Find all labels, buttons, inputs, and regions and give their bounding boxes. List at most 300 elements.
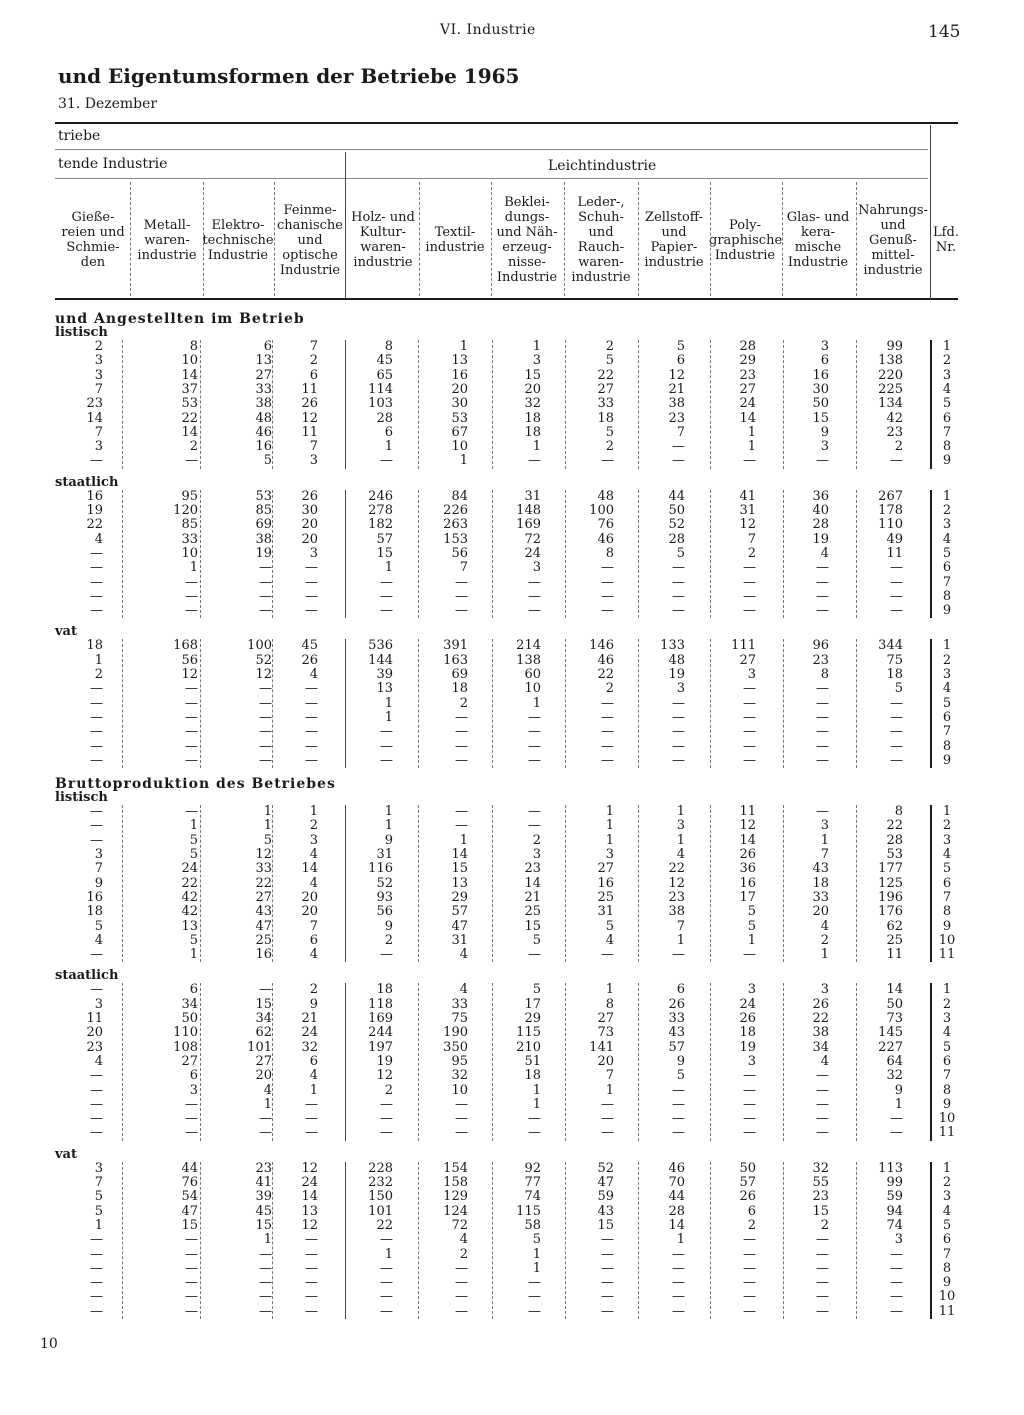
table-cell: — xyxy=(601,752,614,768)
table-cell: 6 xyxy=(747,1203,756,1219)
table-cell: — xyxy=(743,603,756,619)
table-cell: 16 xyxy=(86,488,103,504)
table-cell: — xyxy=(672,1246,685,1262)
table-cell: — xyxy=(90,724,103,740)
table-cell: 73 xyxy=(597,1025,614,1041)
table-cell: — xyxy=(380,752,393,768)
table-cell: — xyxy=(890,603,903,619)
table-cell: 20 xyxy=(301,531,318,547)
table-cell: 3 xyxy=(309,832,318,848)
table-cell: — xyxy=(672,695,685,711)
table-cell: 18 xyxy=(597,410,614,426)
row-number: 5 xyxy=(942,545,952,561)
table-cell: 19 xyxy=(86,503,103,518)
table-cell: — xyxy=(305,724,318,740)
lfd-divider xyxy=(930,125,931,300)
column-header: Lfd. Nr. xyxy=(933,225,959,255)
table-cell: 3 xyxy=(309,545,318,561)
table-cell: 169 xyxy=(368,1011,393,1026)
table-cell: 7 xyxy=(94,861,103,877)
column-divider xyxy=(783,340,784,469)
row-number: 8 xyxy=(942,1082,952,1098)
table-cell: — xyxy=(185,1096,198,1112)
table-cell: 22 xyxy=(181,875,198,891)
table-cell: 114 xyxy=(368,381,393,397)
table-cell: 1 xyxy=(676,832,685,848)
table-cell: 65 xyxy=(376,367,393,383)
table-cell: 34 xyxy=(812,1039,829,1055)
column-divider xyxy=(638,805,639,962)
table-cell: 14 xyxy=(181,367,198,383)
table-cell: — xyxy=(259,1111,272,1127)
table-cell: 100 xyxy=(247,638,272,654)
table-cell: 134 xyxy=(878,396,903,412)
table-cell: — xyxy=(455,603,468,619)
table-cell: — xyxy=(259,1246,272,1262)
table-cell: 28 xyxy=(668,531,685,547)
column-divider xyxy=(200,639,201,768)
row-number: 7 xyxy=(942,724,952,740)
table-cell: 4 xyxy=(309,847,318,862)
table-cell: 20 xyxy=(255,1068,272,1084)
table-cell: 197 xyxy=(368,1039,393,1055)
table-cell: — xyxy=(185,1260,198,1276)
table-cell: — xyxy=(259,574,272,590)
table-cell: — xyxy=(816,1289,829,1305)
column-divider xyxy=(122,340,123,469)
table-cell: 5 xyxy=(532,932,541,948)
table-cell: 23 xyxy=(739,367,756,383)
table-cell: — xyxy=(528,818,541,834)
table-cell: 46 xyxy=(255,424,272,440)
table-cell: 3 xyxy=(94,367,103,383)
table-cell: — xyxy=(672,560,685,576)
table-cell: — xyxy=(259,603,272,619)
table-cell: 11 xyxy=(86,1011,103,1026)
table-cell: 74 xyxy=(524,1189,541,1205)
table-cell: 5 xyxy=(263,453,272,469)
table-cell: 38 xyxy=(668,904,685,920)
table-cell: 214 xyxy=(516,638,541,654)
lfd-divider xyxy=(930,490,932,619)
table-cell: 12 xyxy=(739,517,756,533)
column-divider xyxy=(272,340,273,469)
table-cell: 52 xyxy=(376,875,393,891)
table-cell: — xyxy=(816,752,829,768)
table-cell: 232 xyxy=(368,1175,393,1190)
table-cell: 12 xyxy=(181,667,198,682)
table-cell: 2 xyxy=(747,545,756,561)
table-cell: — xyxy=(185,681,198,697)
table-cell: — xyxy=(455,1289,468,1305)
table-cell: — xyxy=(890,453,903,469)
table-cell: 2 xyxy=(605,439,614,455)
table-cell: 391 xyxy=(443,638,468,654)
table-cell: — xyxy=(380,588,393,604)
date-line: 31. Dezember xyxy=(58,96,158,112)
column-header: Beklei- dungs- und Näh- erzeug- nisse- Industrie xyxy=(496,195,558,285)
table-cell: 141 xyxy=(589,1039,614,1055)
table-cell: 46 xyxy=(597,531,614,547)
table-cell: 225 xyxy=(878,381,903,397)
top-rule xyxy=(55,122,958,124)
table-cell: 111 xyxy=(731,638,756,654)
table-cell: 100 xyxy=(589,503,614,518)
table-cell: 21 xyxy=(301,1011,318,1026)
table-cell: 57 xyxy=(739,1175,756,1190)
table-cell: — xyxy=(890,1111,903,1127)
table-cell: — xyxy=(90,695,103,711)
column-divider xyxy=(565,983,566,1140)
table-cell: 2 xyxy=(605,339,614,354)
table-cell: — xyxy=(816,588,829,604)
row-number: 1 xyxy=(942,638,952,654)
row-number: 7 xyxy=(942,1246,952,1262)
table-cell: — xyxy=(90,752,103,768)
table-cell: — xyxy=(890,1275,903,1291)
table-cell: 22 xyxy=(255,875,272,891)
table-cell: 40 xyxy=(812,503,829,518)
table-cell: — xyxy=(185,1125,198,1141)
table-cell: 110 xyxy=(878,517,903,533)
column-divider xyxy=(565,639,566,768)
table-cell: 59 xyxy=(597,1189,614,1205)
table-cell: — xyxy=(185,1246,198,1262)
row-number: 4 xyxy=(942,1025,952,1041)
table-cell: 5 xyxy=(189,832,198,848)
table-cell: — xyxy=(90,1232,103,1248)
table-cell: 9 xyxy=(894,1082,903,1098)
table-cell: — xyxy=(601,1289,614,1305)
table-cell: — xyxy=(259,752,272,768)
table-cell: — xyxy=(380,453,393,469)
head-rule-2 xyxy=(55,178,928,179)
table-cell: 5 xyxy=(94,1189,103,1205)
group-right-label: Leichtindustrie xyxy=(548,158,657,174)
table-cell: 3 xyxy=(820,982,829,998)
table-cell: 246 xyxy=(368,488,393,504)
table-cell: 150 xyxy=(368,1189,393,1205)
table-cell: — xyxy=(528,1303,541,1319)
table-cell: 25 xyxy=(255,932,272,948)
table-cell: 77 xyxy=(524,1175,541,1190)
table-cell: 59 xyxy=(886,1189,903,1205)
table-cell: — xyxy=(816,1096,829,1112)
table-cell: 14 xyxy=(739,832,756,848)
row-number: 5 xyxy=(942,1039,952,1055)
table-cell: 6 xyxy=(676,353,685,369)
row-number: 8 xyxy=(942,588,952,604)
table-cell: 6 xyxy=(676,982,685,998)
lfd-divider xyxy=(930,983,932,1140)
table-cell: — xyxy=(601,709,614,725)
table-cell: 37 xyxy=(181,381,198,397)
table-cell: 2 xyxy=(459,695,468,711)
table-cell: — xyxy=(528,603,541,619)
column-divider xyxy=(710,340,711,469)
table-cell: 85 xyxy=(181,517,198,533)
table-cell: 15 xyxy=(524,367,541,383)
table-cell: 56 xyxy=(181,652,198,668)
column-divider xyxy=(710,490,711,619)
column-divider xyxy=(345,490,346,619)
table-cell: — xyxy=(380,1125,393,1141)
table-cell: 23 xyxy=(255,1160,272,1176)
table-cell: 20 xyxy=(812,904,829,920)
table-cell: 18 xyxy=(524,1068,541,1084)
table-cell: — xyxy=(528,709,541,725)
table-cell: — xyxy=(90,738,103,754)
table-cell: 23 xyxy=(524,861,541,877)
table-cell: 7 xyxy=(820,847,829,862)
table-cell: 148 xyxy=(516,503,541,518)
table-cell: 30 xyxy=(301,503,318,518)
table-cell: 4 xyxy=(309,1068,318,1084)
table-cell: — xyxy=(185,738,198,754)
table-cell: — xyxy=(380,574,393,590)
table-cell: 3 xyxy=(94,1160,103,1176)
row-number: 3 xyxy=(942,832,952,848)
table-cell: 7 xyxy=(309,439,318,455)
column-divider xyxy=(200,340,201,469)
table-cell: 8 xyxy=(384,339,393,354)
table-cell: — xyxy=(455,709,468,725)
row-number: 8 xyxy=(942,904,952,920)
table-cell: 36 xyxy=(739,861,756,877)
table-cell: 15 xyxy=(812,410,829,426)
table-cell: 5 xyxy=(605,353,614,369)
table-cell: 158 xyxy=(443,1175,468,1190)
table-cell: 20 xyxy=(86,1025,103,1041)
table-cell: 14 xyxy=(524,875,541,891)
table-cell: 3 xyxy=(532,560,541,576)
column-divider xyxy=(122,639,123,768)
column-divider xyxy=(203,182,204,296)
row-number: 3 xyxy=(942,667,952,682)
table-cell: 3 xyxy=(894,1232,903,1248)
table-cell: 13 xyxy=(451,353,468,369)
table-cell: 99 xyxy=(886,1175,903,1190)
row-number: 8 xyxy=(942,1260,952,1276)
column-divider xyxy=(200,1162,201,1319)
table-cell: 1 xyxy=(676,932,685,948)
row-number: 9 xyxy=(942,603,952,619)
table-cell: 55 xyxy=(812,1175,829,1190)
table-cell: 196 xyxy=(878,889,903,905)
table-cell: 20 xyxy=(301,904,318,920)
table-cell: 2 xyxy=(309,982,318,998)
table-cell: 13 xyxy=(376,681,393,697)
table-cell: 24 xyxy=(524,545,541,561)
table-cell: — xyxy=(305,1260,318,1276)
table-cell: — xyxy=(743,453,756,469)
table-cell: — xyxy=(743,1232,756,1248)
table-cell: 22 xyxy=(812,1011,829,1026)
table-cell: 129 xyxy=(443,1189,468,1205)
block-label: staatlich xyxy=(55,968,119,984)
table-cell: 1 xyxy=(384,695,393,711)
row-number: 9 xyxy=(942,752,952,768)
table-cell: 7 xyxy=(676,918,685,934)
table-cell: 48 xyxy=(668,652,685,668)
table-cell: 1 xyxy=(605,804,614,820)
table-cell: 9 xyxy=(94,875,103,891)
table-cell: 26 xyxy=(301,652,318,668)
table-cell: — xyxy=(743,588,756,604)
table-cell: — xyxy=(90,588,103,604)
table-cell: 344 xyxy=(878,638,903,654)
table-cell: 178 xyxy=(878,503,903,518)
column-header: Leder-, Schuh- und Rauch- waren- industrie xyxy=(571,195,631,285)
column-divider xyxy=(783,639,784,768)
table-cell: — xyxy=(90,1246,103,1262)
table-cell: 53 xyxy=(181,396,198,412)
table-cell: 145 xyxy=(878,1025,903,1041)
table-cell: — xyxy=(185,804,198,820)
table-cell: 7 xyxy=(747,531,756,547)
table-cell: 14 xyxy=(886,982,903,998)
table-cell: 18 xyxy=(524,410,541,426)
column-divider xyxy=(122,1162,123,1319)
table-cell: 74 xyxy=(886,1217,903,1233)
table-cell: 2 xyxy=(94,339,103,354)
table-cell: — xyxy=(816,709,829,725)
table-cell: 24 xyxy=(301,1175,318,1190)
table-cell: 14 xyxy=(181,424,198,440)
table-cell: 190 xyxy=(443,1025,468,1041)
table-cell: 1 xyxy=(605,818,614,834)
table-cell: 12 xyxy=(668,367,685,383)
table-cell: 42 xyxy=(886,410,903,426)
row-number: 4 xyxy=(942,681,952,697)
table-cell: — xyxy=(90,982,103,998)
table-cell: 101 xyxy=(368,1203,393,1219)
table-cell: 29 xyxy=(524,1011,541,1026)
table-cell: 3 xyxy=(532,353,541,369)
row-number: 6 xyxy=(942,560,952,576)
table-cell: — xyxy=(528,1289,541,1305)
table-cell: 244 xyxy=(368,1025,393,1041)
row-number: 4 xyxy=(942,381,952,397)
table-cell: 4 xyxy=(459,1232,468,1248)
table-cell: 22 xyxy=(597,667,614,682)
block-label: listisch xyxy=(55,325,108,340)
table-cell: 12 xyxy=(301,410,318,426)
table-cell: 76 xyxy=(597,517,614,533)
table-cell: 72 xyxy=(524,531,541,547)
table-cell: 75 xyxy=(886,652,903,668)
table-cell: 536 xyxy=(368,638,393,654)
table-cell: 226 xyxy=(443,503,468,518)
table-cell: — xyxy=(259,1260,272,1276)
table-cell: — xyxy=(305,1125,318,1141)
column-divider xyxy=(638,490,639,619)
table-cell: 1 xyxy=(894,1096,903,1112)
table-cell: 133 xyxy=(660,638,685,654)
table-cell: 33 xyxy=(451,996,468,1012)
column-divider xyxy=(492,639,493,768)
table-cell: — xyxy=(305,738,318,754)
head-bottom-rule xyxy=(55,298,958,300)
table-cell: — xyxy=(380,1289,393,1305)
table-cell: 33 xyxy=(255,861,272,877)
table-cell: — xyxy=(380,1303,393,1319)
table-cell: 1 xyxy=(459,832,468,848)
table-cell: — xyxy=(455,752,468,768)
table-cell: 1 xyxy=(384,1246,393,1262)
column-divider xyxy=(710,1162,711,1319)
column-divider xyxy=(710,639,711,768)
table-cell: 7 xyxy=(94,424,103,440)
table-cell: — xyxy=(816,574,829,590)
table-cell: 118 xyxy=(368,996,393,1012)
row-number: 2 xyxy=(942,996,952,1012)
table-cell: — xyxy=(90,453,103,469)
table-cell: 22 xyxy=(181,410,198,426)
table-cell: — xyxy=(890,752,903,768)
table-cell: — xyxy=(259,695,272,711)
column-divider xyxy=(418,805,419,962)
table-cell: 144 xyxy=(368,652,393,668)
table-cell: 7 xyxy=(94,381,103,397)
row-number: 7 xyxy=(942,424,952,440)
table-cell: 42 xyxy=(181,904,198,920)
section-heading: Bruttoproduktion des Betriebes xyxy=(55,776,336,793)
column-divider xyxy=(783,1162,784,1319)
table-cell: — xyxy=(90,832,103,848)
table-cell: 4 xyxy=(94,932,103,948)
table-cell: 45 xyxy=(255,1203,272,1219)
table-cell: 58 xyxy=(524,1217,541,1233)
table-cell: 1 xyxy=(532,1082,541,1098)
row-number: 10 xyxy=(938,932,956,948)
table-cell: — xyxy=(890,709,903,725)
table-cell: 5 xyxy=(894,681,903,697)
row-number: 9 xyxy=(942,453,952,469)
table-cell: 31 xyxy=(524,488,541,504)
table-cell: 8 xyxy=(820,667,829,682)
table-cell: — xyxy=(305,681,318,697)
table-cell: — xyxy=(528,1125,541,1141)
table-cell: 7 xyxy=(676,424,685,440)
table-cell: 4 xyxy=(94,1053,103,1069)
table-cell: 52 xyxy=(668,517,685,533)
table-cell: — xyxy=(890,560,903,576)
table-cell: 25 xyxy=(886,932,903,948)
table-cell: 6 xyxy=(309,367,318,383)
table-cell: 95 xyxy=(451,1053,468,1069)
table-cell: 124 xyxy=(443,1203,468,1219)
table-cell: 115 xyxy=(516,1203,541,1219)
table-cell: — xyxy=(380,603,393,619)
table-cell: 267 xyxy=(878,488,903,504)
table-cell: — xyxy=(816,1232,829,1248)
table-cell: 14 xyxy=(86,410,103,426)
table-cell: 10 xyxy=(451,439,468,455)
table-cell: 21 xyxy=(524,889,541,905)
column-divider xyxy=(710,983,711,1140)
table-cell: — xyxy=(816,603,829,619)
column-divider xyxy=(418,490,419,619)
table-cell: — xyxy=(743,752,756,768)
table-cell: 15 xyxy=(597,1217,614,1233)
table-cell: 39 xyxy=(255,1189,272,1205)
table-cell: — xyxy=(455,1260,468,1276)
table-cell: — xyxy=(743,560,756,576)
table-cell: 27 xyxy=(597,381,614,397)
table-cell: 27 xyxy=(181,1053,198,1069)
table-cell: — xyxy=(816,1111,829,1127)
